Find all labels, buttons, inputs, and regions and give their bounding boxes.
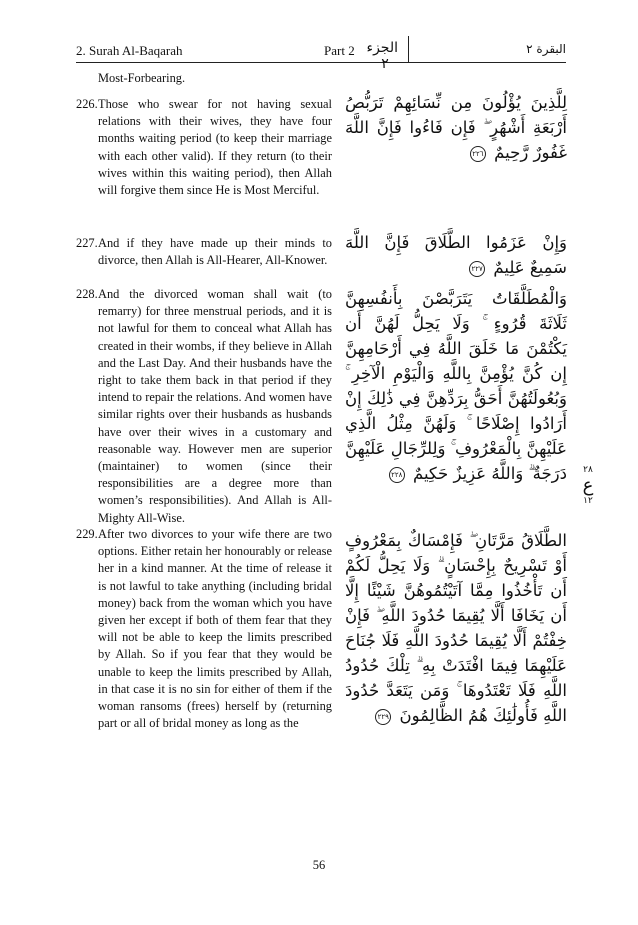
arabic-text: وَإِنْ عَزَمُوا الطَّلَاقَ فَإِنَّ اللَّهَ سَمِيعٌ عَلِيمٌ	[345, 233, 567, 277]
verse-text: After two divorces to your wife there are two options. Either retain her honourably or release her in a kind manner. At the time of release it is not lawful to take anything (including bridal money) back from the woman which you have given her except if both of them fear that they will not be able to keep the limits prescribed by Allah. So if you fear that they would be unable to keep the limits prescribed by Allah, in that case it is no sin for either of them if the woman ransoms (frees) herself by (returning part or all of bridal money as long as the	[98, 527, 332, 731]
verse-227-translation	[76, 235, 332, 269]
ruku-mark: ع	[582, 475, 594, 496]
verse-end-marker: ٢٢٩	[375, 709, 391, 725]
verse-229-arabic	[345, 528, 567, 728]
ruku-bottom-number: ١٢	[583, 496, 593, 506]
header-part-english: Part 2	[324, 43, 355, 58]
verse-228-arabic	[345, 286, 567, 486]
verse-end-marker: ٢٢٦	[470, 146, 486, 162]
header-surah-english: 2. Surah Al-Baqarah	[76, 43, 183, 58]
verse-number: 226.	[76, 97, 98, 111]
verse-text: And the divorced woman shall wait (to remarry) for three menstrual periods, and it is not lawful for them to conceal what Allah has created in their wombs, if they believe in Allah and the Last Day. And their husbands have the right to take them back in that period if they intend to repair the relations. And women have similar rights over their husbands as husbands have over their wives in a customary and reasonable way. However men are superior (maintainer) to women (since their responsibilities are a degree more than women’s responsibilities). And Allah is All-Mighty All-Wise.	[98, 287, 332, 525]
arabic-text: لِلَّذِينَ يُؤْلُونَ مِن نِّسَائِهِمْ تَرَبُّصُ أَرْبَعَةِ أَشْهُرٍ ۖ فَإِن فَاءُوا فَإِنَّ اللَّهَ غَفُورٌ رَّحِيمٌ	[345, 93, 567, 162]
verse-number: 228.	[76, 287, 98, 301]
verse-227-arabic	[345, 230, 567, 280]
verse-end-marker: ٢٢٧	[469, 261, 485, 277]
header-surah-arabic: البقرة ٢	[526, 42, 566, 56]
ruku-marker	[578, 465, 598, 507]
verse-228-translation	[76, 286, 332, 527]
verse-229-translation	[76, 526, 332, 732]
verse-number: 227.	[76, 236, 98, 250]
page-header	[76, 34, 566, 72]
ruku-top-number: ٢٨	[583, 465, 593, 475]
verse-end-marker: ٢٢٨	[389, 467, 405, 483]
verse-text: And if they have made up their minds to divorce, then Allah is All-Hearer, All-Knower.	[98, 236, 332, 268]
verse-226-arabic	[345, 90, 567, 165]
arabic-text: الطَّلَاقُ مَرَّتَانِ ۖ فَإِمْسَاكٌ بِمَعْرُوفٍ أَوْ تَسْرِيحٌ بِإِحْسَانٍ ۗ وَلَا يَحِلُّ لَكُمْ أَن تَأْخُذُوا مِمَّا آتَيْتُمُوهُنَّ شَيْئًا إِلَّا أَن يَخَافَا أَلَّا يُقِيمَا حُدُودَ اللَّهِ ۖ فَإِنْ خِفْتُمْ أَلَّا يُقِيمَا حُدُودَ اللَّهِ فَلَا جُنَاحَ عَلَيْهِمَا فِيمَا افْتَدَتْ بِهِ ۗ تِلْكَ حُدُودُ اللَّهِ فَلَا تَعْتَدُوهَا ۚ وَمَن يَتَعَدَّ حُدُودَ اللَّهِ فَأُولَٰئِكَ هُمُ الظَّالِمُونَ	[345, 531, 567, 725]
header-divider	[408, 36, 409, 62]
verse-226-translation	[76, 96, 332, 199]
continuation-text: Most-Forbearing.	[98, 71, 186, 85]
arabic-text: وَالْمُطَلَّقَاتُ يَتَرَبَّصْنَ بِأَنفُسِهِنَّ ثَلَاثَةَ قُرُوءٍ ۚ وَلَا يَحِلُّ لَهُنَّ أَن يَكْتُمْنَ مَا خَلَقَ اللَّهُ فِي أَرْحَامِهِنَّ إِن كُنَّ يُؤْمِنَّ بِاللَّهِ وَالْيَوْمِ الْآخِرِ ۚ وَبُعُولَتُهُنَّ أَحَقُّ بِرَدِّهِنَّ فِي ذَٰلِكَ إِنْ أَرَادُوا إِصْلَاحًا ۚ وَلَهُنَّ مِثْلُ الَّذِي عَلَيْهِنَّ بِالْمَعْرُوفِ ۚ وَلِلرِّجَالِ عَلَيْهِنَّ دَرَجَةٌ ۗ وَاللَّهُ عَزِيزٌ حَكِيمٌ	[345, 289, 567, 483]
header-juz-arabic: الجزء ٢	[366, 40, 398, 72]
page-number: 56	[312, 858, 326, 872]
verse-text: Those who swear for not having sexual relations with their wives, they have four months waiting period (to keep their marriage with each other valid). If they return (to their wives within this waiting period), then Allah will forgive them since He is Most Merciful.	[98, 97, 332, 198]
verse-number: 229.	[76, 527, 98, 541]
